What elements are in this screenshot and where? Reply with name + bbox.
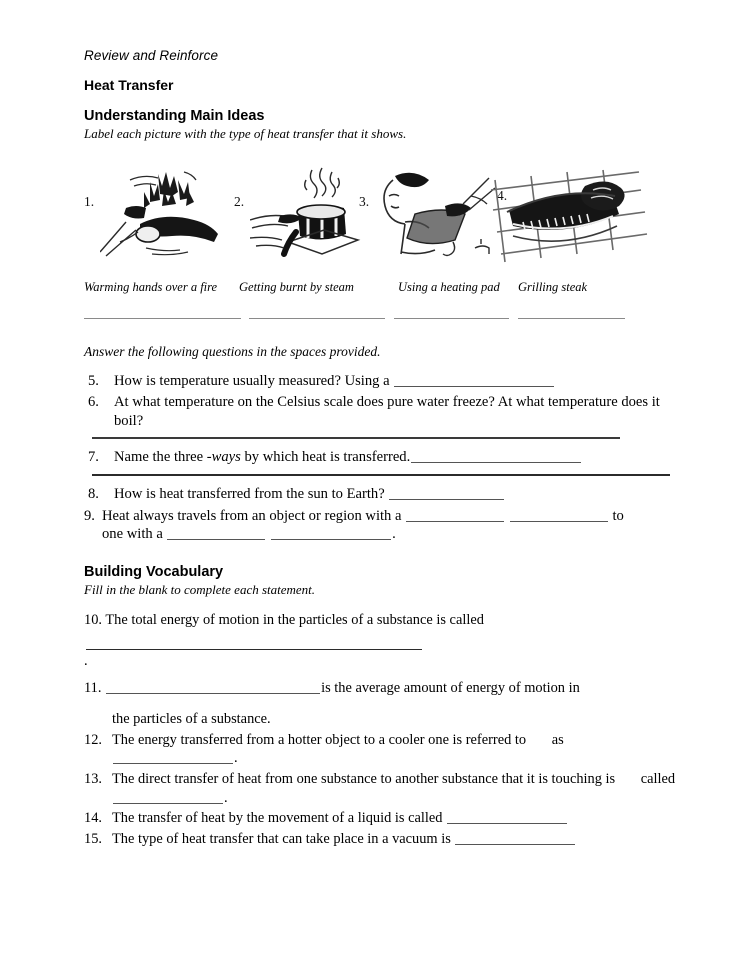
question-8 [84, 485, 684, 503]
vocabulary-item-11 [84, 679, 684, 728]
figure-4 [489, 166, 649, 266]
section-heading-main-ideas: Understanding Main Ideas [84, 108, 265, 124]
vocabulary-item-14-number: 14. [84, 810, 102, 827]
figure-1-answer-blank[interactable] [84, 318, 241, 319]
section-instruction-main-ideas: Label each picture with the type of heat transfer that it shows. [84, 126, 407, 141]
figure-strip [84, 166, 684, 274]
questions-list [84, 372, 684, 544]
section-instruction-vocabulary: Fill in the blank to complete each statement. [84, 581, 316, 597]
question-6-text: At what temperature on the Celsius scale does pure water freeze? At what temperature does it boil? [114, 394, 660, 429]
question-6-number: 6. [88, 394, 99, 411]
vocabulary-item-12-period: . [234, 750, 238, 767]
vocabulary-item-12 [84, 731, 684, 768]
vocabulary-item-10-blank[interactable] [86, 649, 422, 650]
figure-2-answer-blank[interactable] [249, 318, 385, 319]
vocabulary-item-10-text: The total energy of motion in the particles of a substance is called [105, 611, 484, 628]
vocabulary-item-11-number: 11. [84, 680, 102, 697]
vocabulary-item-11-blank[interactable] [106, 680, 320, 694]
section-heading-vocabulary: Building Vocabulary [84, 563, 224, 580]
figure-3-number: 3. [359, 194, 370, 209]
question-6-answer-rule[interactable] [92, 437, 620, 439]
question-7-emphasis: ways [211, 449, 241, 466]
question-8-number: 8. [88, 485, 99, 502]
question-7-text-after: by which heat is transferred. [244, 449, 411, 466]
figure-1-number: 1. [84, 194, 95, 209]
question-9-line2-text: one with a [102, 526, 163, 543]
page-content [84, 48, 684, 851]
figure-3 [359, 166, 494, 266]
vocabulary-item-12-text: The energy transferred from a hotter object to a cooler one is referred to [112, 731, 527, 748]
vocabulary-item-13-number: 13. [84, 770, 102, 787]
figure-4-answer-blank[interactable] [518, 318, 625, 319]
figure-captions [84, 280, 684, 300]
figure-4-caption: Grilling steak [518, 280, 588, 294]
vocabulary-item-15-blank[interactable] [455, 831, 575, 845]
vocabulary-item-11-line2: the particles of a substance. [112, 710, 271, 727]
vocabulary-item-10 [84, 611, 684, 671]
question-7-text-before: Name the three - [114, 449, 212, 466]
figure-3-answer-blank[interactable] [394, 318, 509, 319]
vocabulary-item-12-blank[interactable] [113, 750, 233, 764]
question-9-blank-3[interactable] [167, 526, 265, 540]
vocabulary-item-12-line2-text: as [551, 731, 564, 748]
question-7-answer-rule[interactable] [92, 474, 670, 476]
question-9-line2 [102, 525, 684, 543]
figure-4-number: 4. [497, 188, 508, 203]
question-9-line2-tail: . [392, 526, 396, 543]
question-9-line1-tail: to [612, 507, 624, 524]
question-9-blank-1[interactable] [406, 507, 504, 521]
question-9-line1-text: Heat always travels from an object or region with a [102, 507, 402, 524]
vocabulary-item-13-blank[interactable] [113, 789, 223, 803]
question-9-blank-2[interactable] [510, 507, 608, 521]
vocabulary-item-15 [84, 830, 684, 849]
vocabulary-item-13-text: The direct transfer of heat from one substance to another substance that it is touching is [112, 770, 616, 787]
question-5-number: 5. [88, 373, 99, 389]
figure-2-number: 2. [234, 194, 245, 209]
vocabulary-item-14-text: The transfer of heat by the movement of a liquid is called [112, 810, 443, 827]
question-7 [84, 448, 684, 466]
vocabulary-item-13-period: . [224, 789, 228, 806]
question-9-number: 9. [84, 507, 95, 524]
figure-2-caption: Getting burnt by steam [239, 280, 354, 294]
vocabulary-item-13-line2-text: called [640, 770, 676, 787]
figure-1-caption: Warming hands over a fire [84, 280, 218, 294]
question-9 [84, 507, 684, 544]
vocabulary-item-12-number: 12. [84, 731, 102, 748]
question-9-blank-4[interactable] [271, 526, 391, 540]
vocabulary-section [84, 564, 684, 849]
question-8-text: How is heat transferred from the sun to Earth? [114, 485, 385, 502]
vocabulary-item-10-number: 10. [84, 611, 102, 628]
question-6 [84, 393, 684, 430]
question-8-blank[interactable] [389, 485, 504, 499]
vocabulary-item-14-blank[interactable] [447, 810, 567, 824]
question-7-blank[interactable] [411, 449, 581, 463]
vocabulary-item-10-period: . [84, 653, 88, 670]
figure-3-caption: Using a heating pad [398, 280, 500, 294]
page-title: Heat Transfer [84, 77, 174, 93]
questions-instruction: Answer the following questions in the spaces provided. [84, 344, 381, 359]
page-kicker: Review and Reinforce [84, 48, 219, 63]
question-5-blank[interactable] [394, 373, 554, 387]
vocabulary-item-15-number: 15. [84, 831, 102, 848]
question-7-number: 7. [88, 449, 99, 466]
figure-1 [84, 166, 214, 266]
vocabulary-item-13 [84, 770, 684, 807]
question-5 [84, 372, 684, 390]
vocabulary-item-15-text: The type of heat transfer that can take place in a vacuum is [112, 831, 451, 848]
vocabulary-item-14 [84, 809, 684, 828]
figure-answer-lines [84, 310, 684, 326]
figure-2 [234, 166, 364, 266]
vocabulary-list [84, 611, 684, 849]
vocabulary-item-11-text: is the average amount of energy of motion in [321, 680, 580, 697]
question-5-text: How is temperature usually measured? Using a [114, 373, 390, 389]
